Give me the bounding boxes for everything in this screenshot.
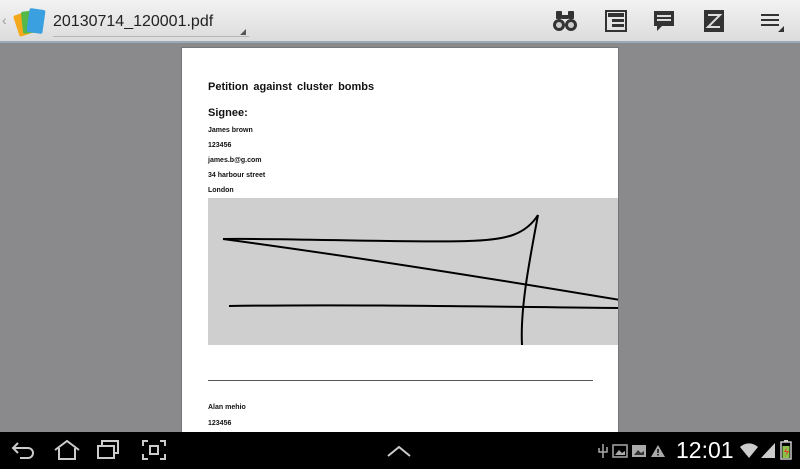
title-underline [53, 36, 249, 37]
search-binoculars-icon[interactable] [552, 8, 578, 34]
title-dropdown-icon[interactable] [240, 29, 246, 35]
screenshot-icon[interactable] [141, 439, 167, 461]
app-logo[interactable] [12, 5, 48, 37]
pdf-page[interactable] [181, 47, 619, 432]
picture-icon [631, 444, 647, 458]
signee-number: 123456 [208, 142, 232, 149]
menu-icon[interactable] [758, 8, 784, 34]
document-viewer[interactable] [0, 43, 800, 432]
outline-icon[interactable] [603, 8, 629, 34]
text-reflow-icon[interactable] [701, 8, 727, 34]
signee2-name: Alan mehio [208, 404, 246, 411]
signee2-number: 123456 [208, 420, 232, 427]
signature-divider [208, 380, 593, 381]
top-toolbar [0, 0, 800, 43]
comment-icon[interactable] [651, 8, 677, 34]
back-nav-icon[interactable] [10, 440, 36, 460]
file-title[interactable]: 20130714_120001.pdf [53, 13, 214, 30]
battery-icon [780, 440, 792, 460]
signee-email: james.b@g.com [208, 157, 262, 164]
recent-apps-icon[interactable] [96, 439, 122, 461]
back-icon[interactable]: ‹ [2, 12, 7, 28]
chevron-up-icon[interactable] [386, 444, 412, 458]
wifi-icon [739, 441, 759, 459]
document-heading: Petition against cluster bombs [208, 81, 375, 93]
status-clock: 12:01 [676, 437, 734, 463]
signal-icon [760, 441, 776, 459]
image-icon [612, 444, 628, 458]
warning-icon [650, 444, 666, 458]
system-navbar [0, 432, 800, 469]
signee-address: 34 harbour street [208, 172, 266, 179]
signee-name: James brown [208, 127, 253, 134]
signee-city: London [208, 187, 234, 194]
signature-image [208, 198, 619, 345]
usb-icon [596, 443, 610, 459]
home-icon[interactable] [52, 439, 82, 461]
signee-label: Signee: [208, 107, 248, 119]
